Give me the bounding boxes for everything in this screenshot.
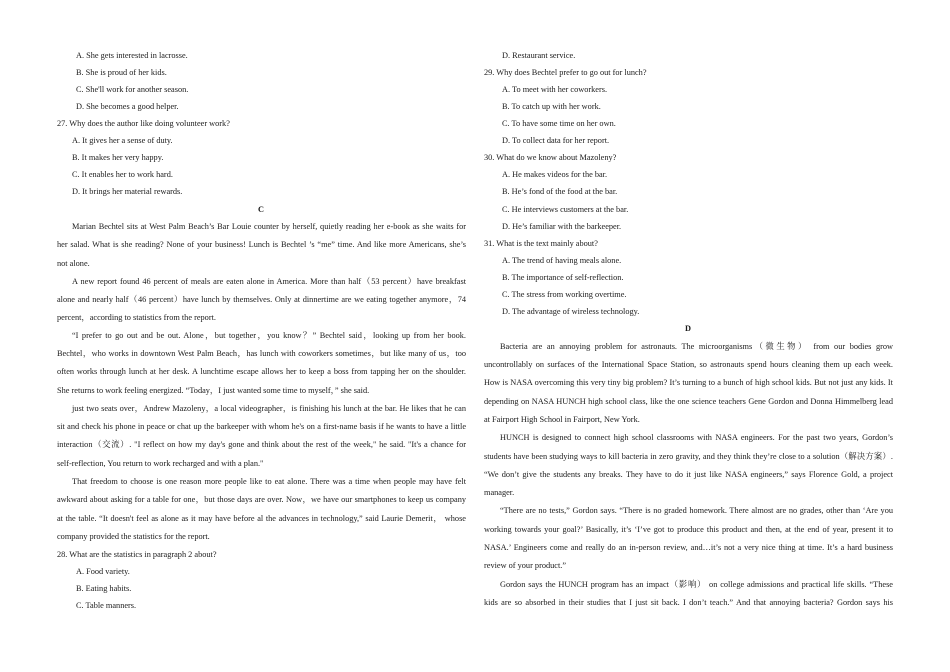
- passage-c-p3-line1: “I prefer to go out and be out. Alone，but together，you know？” Bechtel said，looking up from her book.: [72, 331, 466, 340]
- passage-d-p4-line2: kids are so absorbed in their studies that I just sit back. I don’t teach.” And that annoying bacteria? Gordon says his: [484, 598, 893, 607]
- q28-question: 28. What are the statistics in paragraph 2 about?: [57, 550, 217, 559]
- section-c-heading: C: [258, 205, 264, 214]
- passage-d-p2-line4: manager.: [484, 488, 515, 497]
- passage-d-p2-line1: HUNCH is designed to connect high school classrooms with NASA engineers. For the past two years, Gordon’s: [500, 433, 893, 442]
- q28-option-b: B. Eating habits.: [76, 584, 132, 593]
- passage-d-p3-line1: “There are no tests,” Gordon says. “There is no graded homework. There almost are no grades, other than ‘Are you: [500, 506, 893, 515]
- passage-d-p1-line1: Bacteria are an annoying problem for astronauts. The microorganisms（微生物） from our bodies grow: [500, 342, 893, 351]
- q31-option-c: C. The stress from working overtime.: [502, 290, 627, 299]
- q31-option-a: A. The trend of having meals alone.: [502, 256, 622, 265]
- passage-c-p5-line2: awkward about asking for a table for one，but those days are over. Now，we have our smartphones to keep us company: [57, 495, 466, 504]
- q27-question: 27. Why does the author like doing volunteer work?: [57, 119, 230, 128]
- passage-d-p3-line4: review of your product.”: [484, 561, 567, 570]
- passage-d-p4-line1: Gordon says the HUNCH program has an impact（影响） on college admissions and practical life skills. “These: [500, 580, 893, 589]
- q29-option-d: D. To collect data for her report.: [502, 136, 610, 145]
- q28-option-c: C. Table manners.: [76, 601, 137, 610]
- q27-option-b: B. It makes her very happy.: [72, 153, 164, 162]
- q26-option-a: A. She gets interested in lacrosse.: [76, 51, 188, 60]
- passage-c-p1-line3: not alone.: [57, 259, 90, 268]
- passage-c-p3-line4: She returns to work feeling energized. “Today，I just wanted some time to myself，” she said.: [57, 386, 370, 395]
- q27-option-c: C. It enables her to work hard.: [72, 170, 173, 179]
- passage-c-p2-line1: A new report found 46 percent of meals are eaten alone in America. More than half（53 percent）have breakfast: [72, 277, 466, 286]
- q30-option-c: C. He interviews customers at the bar.: [502, 205, 629, 214]
- q29-option-c: C. To have some time on her own.: [502, 119, 616, 128]
- passage-d-p2-line2: students have been studying ways to kill bacteria in zero gravity, and they think they’re close to a solution（解决方案）.: [484, 452, 893, 461]
- passage-d-p1-line5: at Fairport High School in Fairport, New York.: [484, 415, 640, 424]
- q27-option-a: A. It gives her a sense of duty.: [72, 136, 173, 145]
- passage-d-p3-line2: working towards your goal?’ Basically, it’s ‘I’ve got to produce this product and then, at the end of year, present it to: [484, 525, 893, 534]
- q31-option-b: B. The importance of self-reflection.: [502, 273, 624, 282]
- passage-c-p4-line3: interaction（交流）. "I reflect on how my day's gone and think about the rest of the week," he said. "It's a chance for: [57, 440, 466, 449]
- passage-c-p1-line2: her salad. What is she reading? None of your business! Lunch is Bechtel ’s “me” time. And like more Americans, she’s: [57, 240, 466, 249]
- q29-option-a: A. To meet with her coworkers.: [502, 85, 608, 94]
- q29-option-b: B. To catch up with her work.: [502, 102, 601, 111]
- passage-d-p3-line3: NASA.’ Engineers come and really do an in-person review, and…it’s not a very nice thing at time. It’s a hard business: [484, 543, 893, 552]
- passage-d-p1-line4: depending on NASA HUNCH high school class, like the one science teachers Gene Gordon and Donna Himmelberg lead: [484, 397, 893, 406]
- passage-c-p4-line4: self-reflection, You return to work recharged and with a plan.": [57, 459, 264, 468]
- q26-option-d: D. She becomes a good helper.: [76, 102, 179, 111]
- passage-c-p1-line1: Marian Bechtel sits at West Palm Beach’s Bar Louie counter by herself, quietly reading her e-book as she waits for: [72, 222, 466, 231]
- passage-c-p4-line1: just two seats over，Andrew Mazoleny，a local videographer，is finishing his lunch at the bar. He likes that he can: [72, 404, 466, 413]
- passage-d-p1-line2: uncontrollably on surfaces of the International Space Station, so astronauts spend hours cleaning them up each week.: [484, 360, 893, 369]
- passage-d-p1-line3: How is NASA overcoming this very tiny big problem? It’s turning to a bunch of high school kids. But not just any kids. It: [484, 378, 893, 387]
- q28-option-d: D. Restaurant service.: [502, 51, 576, 60]
- section-d-heading: D: [685, 324, 691, 333]
- q30-option-a: A. He makes videos for the bar.: [502, 170, 608, 179]
- q30-option-b: B. He’s fond of the food at the bar.: [502, 187, 618, 196]
- q26-option-c: C. She'll work for another season.: [76, 85, 189, 94]
- passage-c-p5-line4: company provided the statistics for the report.: [57, 532, 210, 541]
- q31-question: 31. What is the text mainly about?: [484, 239, 598, 248]
- q28-option-a: A. Food variety.: [76, 567, 130, 576]
- passage-c-p4-line2: sit and check his phone in peace or chat up the barkeeper with whom he's on a first-name basis if he wants to have a little: [57, 422, 466, 431]
- passage-c-p3-line2: Bechtel，who works in downtown West Palm Beach，has lunch with coworkers sometimes，but like many of us，too: [57, 349, 466, 358]
- q30-option-d: D. He’s familiar with the barkeeper.: [502, 222, 622, 231]
- q31-option-d: D. The advantage of wireless technology.: [502, 307, 640, 316]
- passage-c-p5-line3: at the table. “It doesn't feel as alone as it may have before al the advances in technology,” said Laurie Demerit， whose: [57, 514, 466, 523]
- q29-question: 29. Why does Bechtel prefer to go out for lunch?: [484, 68, 647, 77]
- passage-c-p2-line3: percent，according to statistics from the report.: [57, 313, 216, 322]
- passage-d-p2-line3: “We don’t give the students any breaks. They have to do it just like NASA engineers,” says Florence Gold, a project: [484, 470, 893, 479]
- q30-question: 30. What do we know about Mazoleny?: [484, 153, 617, 162]
- passage-c-p5-line1: That freedom to choose is one reason more people like to eat alone. There was a time when people may have felt: [72, 477, 466, 486]
- passage-c-p2-line2: alone and nearly half（46 percent）have lunch by themselves. Only at dinnertime are we eating together anymore，74: [57, 295, 466, 304]
- passage-c-p3-line3: often works through lunch at her desk. A lunchtime escape allows her to keep a boss from tapping her on the shoulder.: [57, 367, 466, 376]
- q26-option-b: B. She is proud of her kids.: [76, 68, 167, 77]
- q27-option-d: D. It brings her material rewards.: [72, 187, 183, 196]
